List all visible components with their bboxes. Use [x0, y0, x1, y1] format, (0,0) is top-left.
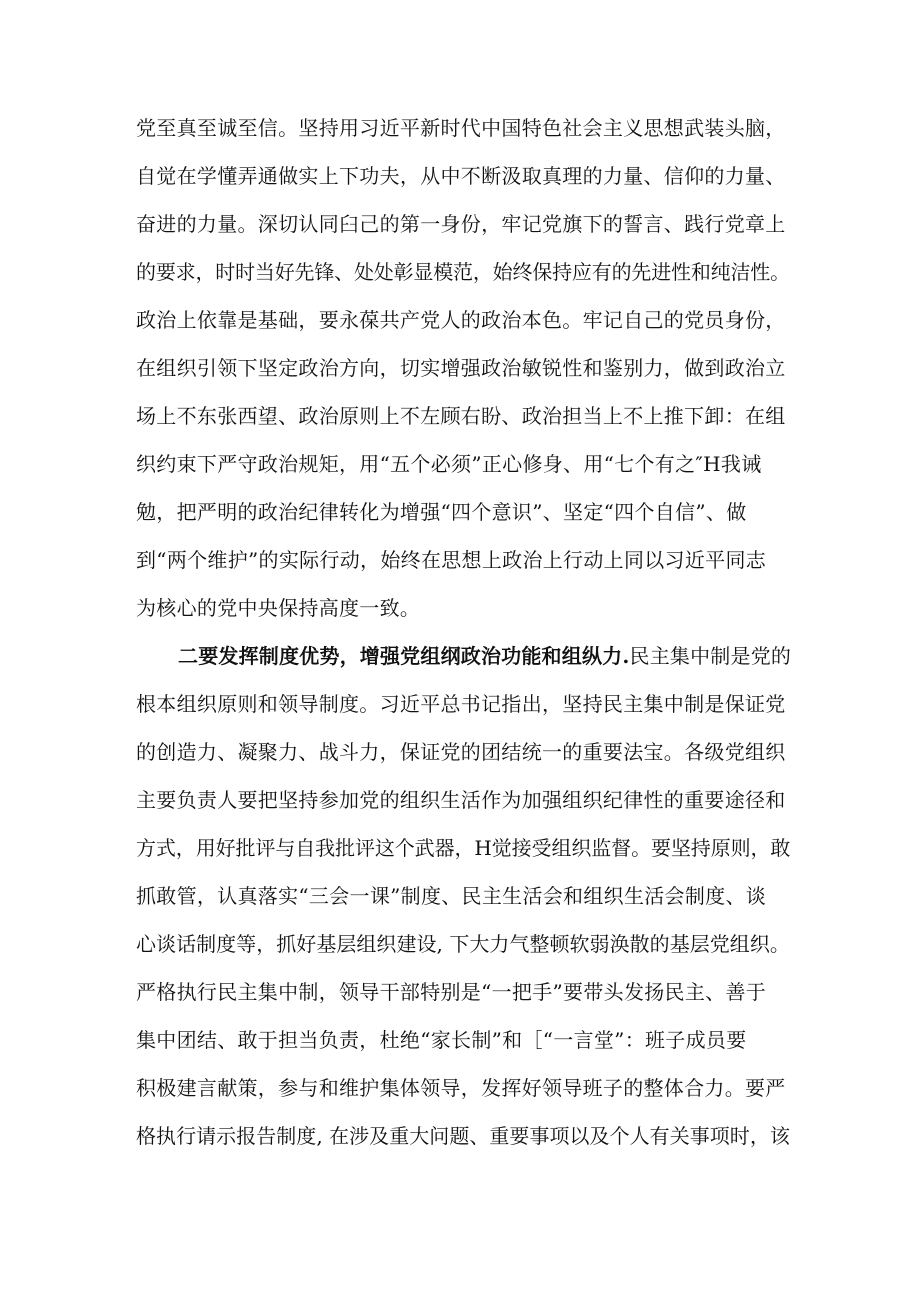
text-line: 场上不东张西望、政治原则上不左顾右盼、政治担当上不上推下卸：在组: [136, 404, 786, 428]
text-line: 积极建言献策，参与和维护集体领导，发挥好领导班子的整体合力。要严: [136, 1076, 786, 1100]
text-line: 到“两个维护”的实际行动，始终在思想上政治上行动上同以习近平同志: [136, 548, 767, 572]
text-line: 自觉在学懂弄通做实上下功夫，从中不断汲取真理的力量、信仰的力量、: [136, 164, 786, 188]
text-line: 格执行请示报告制度, 在涉及重大问题、重要事项以及个人有关事项时，该: [136, 1124, 790, 1148]
text-line: 严格执行民主集中制，领导干部特别是“一把手”要带头发扬民主、善于: [136, 980, 767, 1004]
text-line: 党至真至诚至信。坚持用习近平新时代中国特色社会主义思想武装头脑，: [136, 116, 786, 140]
text-line: 为核心的党中央保持高度一致。: [136, 596, 421, 620]
text-line: 心谈话制度等，抓好基层组织建设, 下大力气整顿软弱涣散的基层党组织。: [136, 932, 790, 956]
text-line: 集中团结、敢于担当负责，杜绝“家长制”和［“一言堂”：班子成员要: [136, 1028, 747, 1052]
text-line: 政治上依靠是基础，要永葆共产党人的政治本色。牢记自己的党员身份，: [136, 308, 786, 332]
paragraph-2-first-line: [178, 642, 791, 670]
text-line: 勉，把严明的政治纪律转化为增强“四个意识”、坚定“四个自信”、做: [136, 500, 747, 524]
text-line: 奋进的力量。深切认同臼己的第一身份，牢记党旗下的誓言、践行党章上: [136, 212, 786, 236]
text-line: 在组织引领下坚定政治方向，切实增强政治敏锐性和鉴别力，做到政治立: [136, 356, 786, 380]
text-line: 根本组织原则和领导制度。习近平总书记指出，坚持民主集中制是保证党: [136, 692, 786, 716]
text-line: 织约束下严守政治规矩，用“五个必须”正心修身、用“七个有之″H我诫: [136, 452, 762, 476]
text-line: 主要负责人要把坚持参加党的组织生活作为加强组织纪律性的重要途径和: [136, 788, 786, 812]
paragraph-2-first-line-rest: 民主集中制是党的: [629, 644, 792, 668]
text-line: 的创造力、凝聚力、战斗力，保证党的团结统一的重要法宝。各级党组织: [136, 740, 786, 764]
paragraph-2-heading: 二要发挥制度优势，增强党组纲政治功能和组纵力.: [178, 644, 630, 668]
text-line: 方式，用好批评与自我批评这个武器，H觉接受组织监督。要坚持原则，敢: [136, 836, 791, 860]
text-line: 的要求，时时当好先锋、处处彰显模范，始终保持应有的先进性和纯洁性。: [136, 260, 790, 284]
text-line: 抓敢管，认真落实“三会一课”制度、民主生活会和组织生活会制度、谈: [136, 884, 767, 908]
